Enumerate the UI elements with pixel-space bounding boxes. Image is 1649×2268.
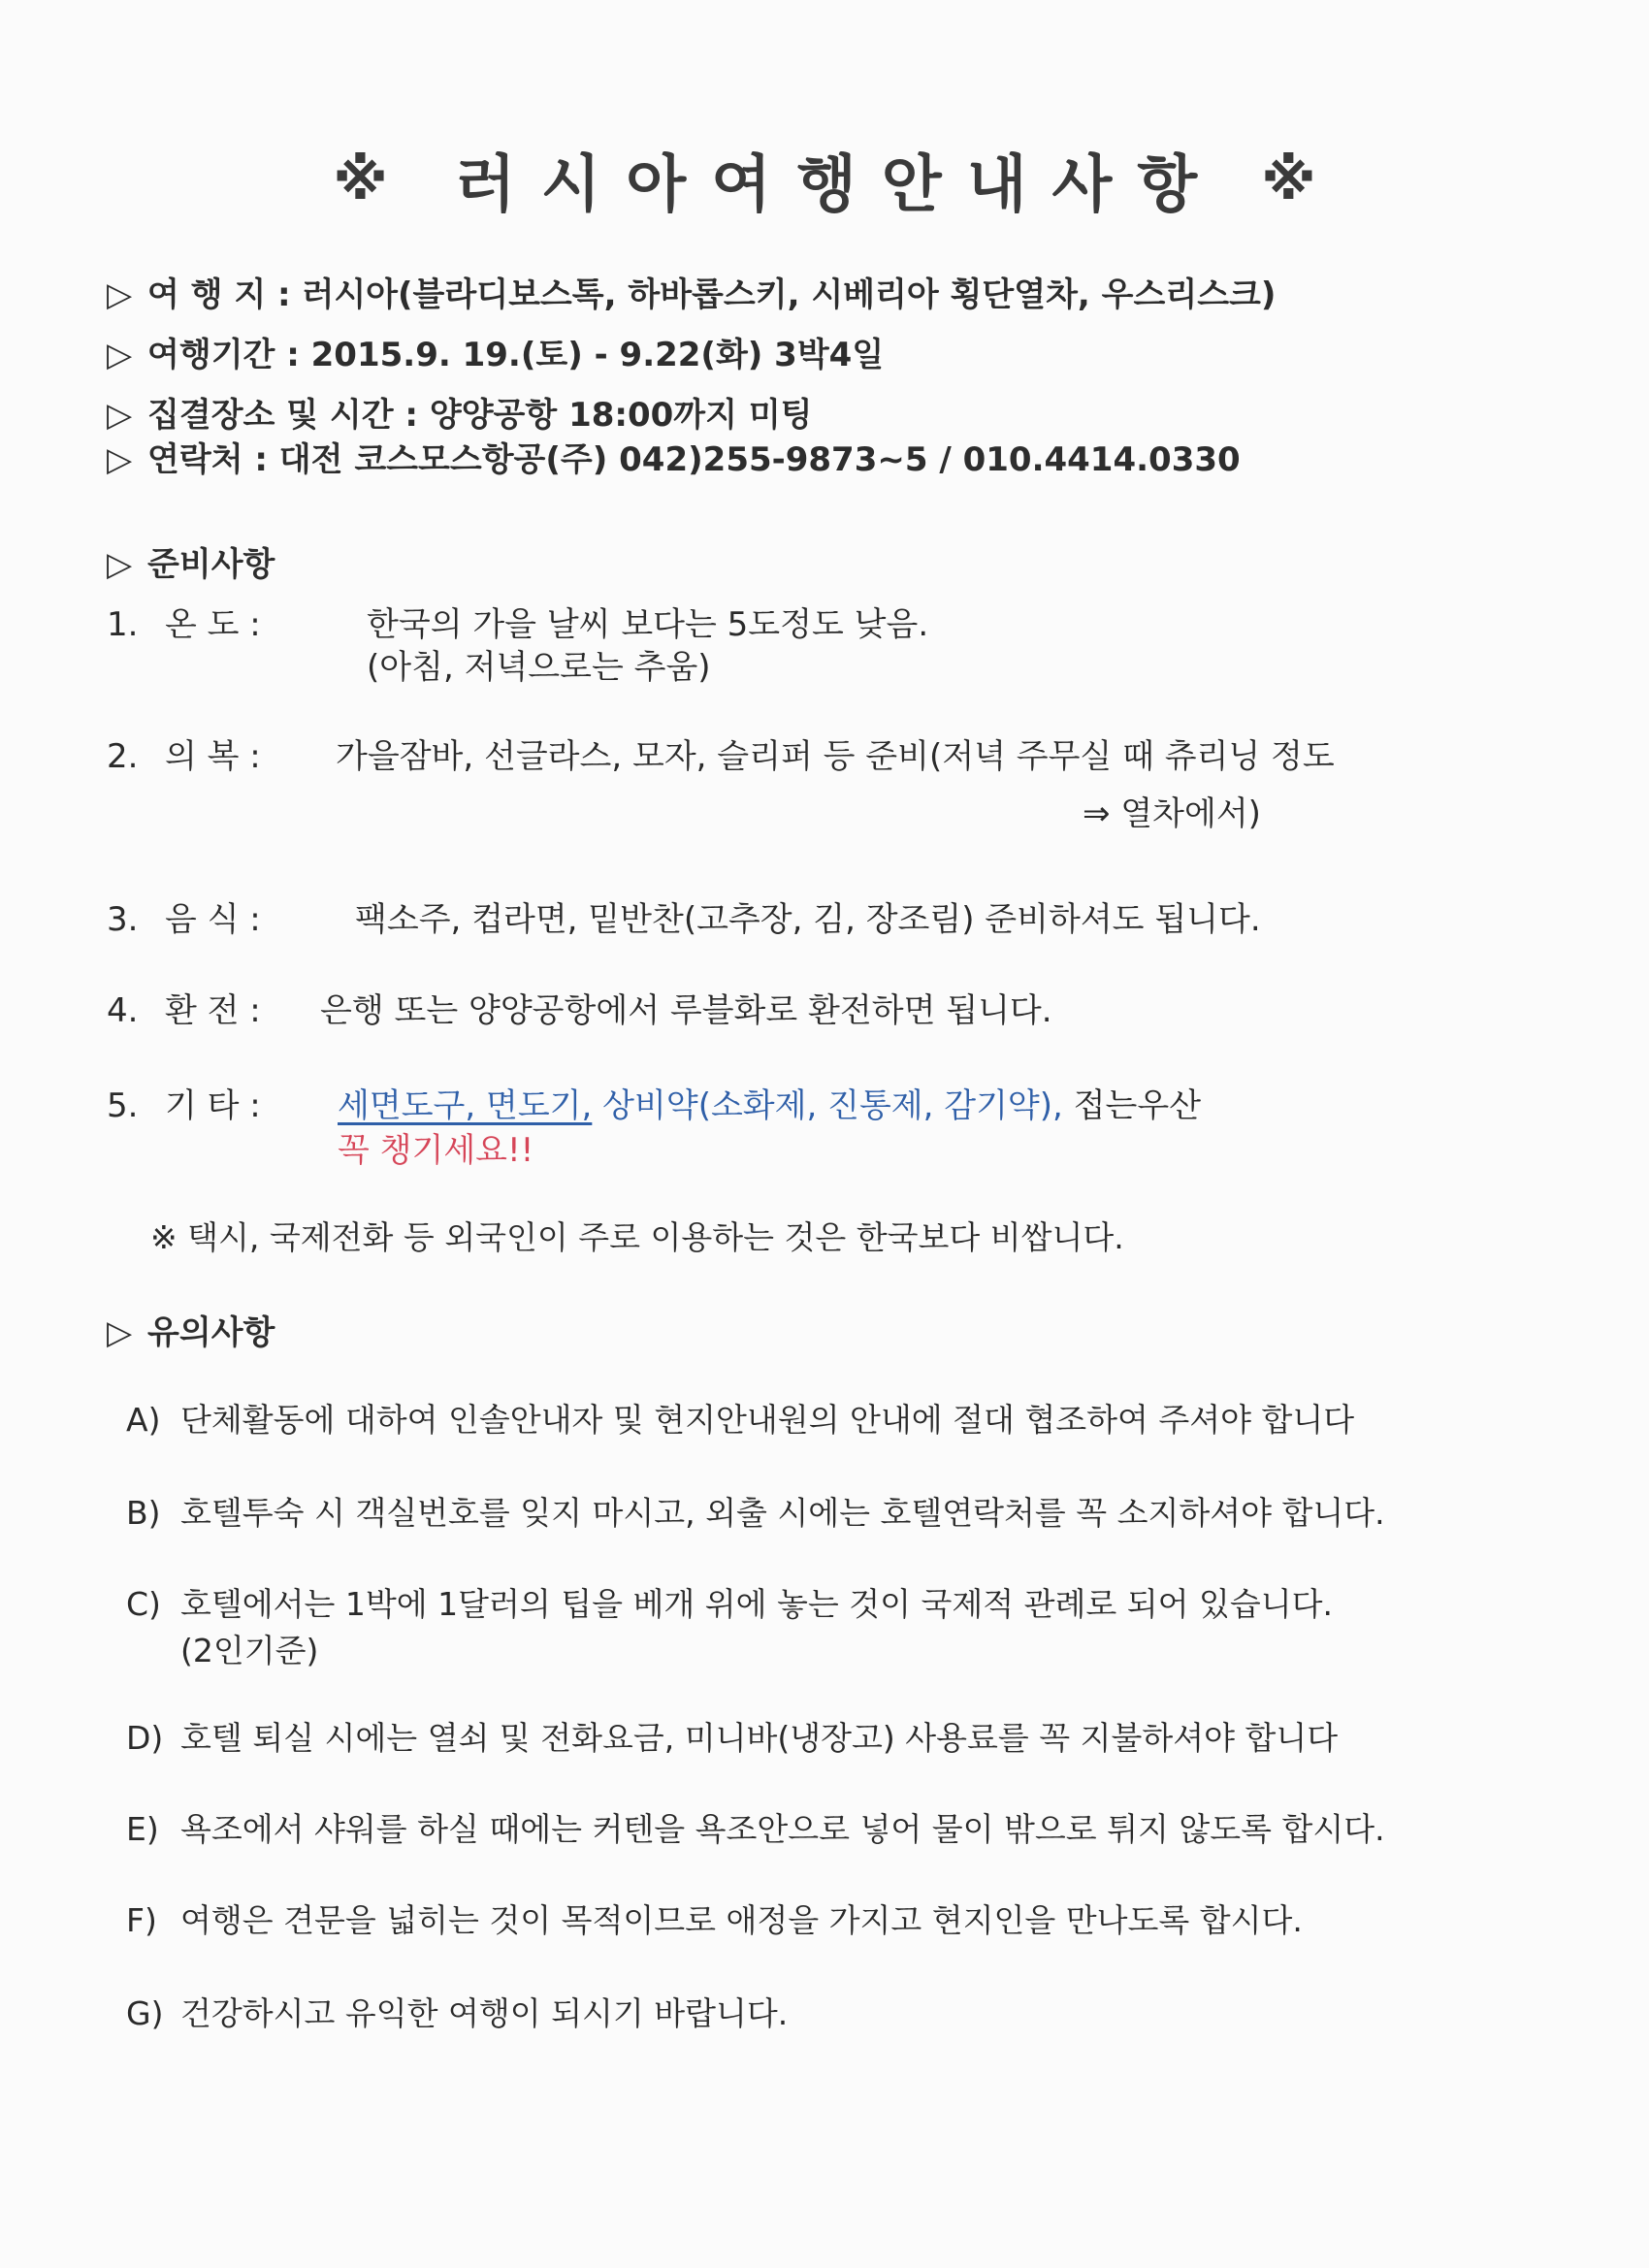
prep-note: ※ 택시, 국제전화 등 외국인이 주로 이용하는 것은 한국보다 비쌉니다.: [150, 1218, 1124, 1256]
caution-text: 건강하시고 유익한 여행이 되시기 바랍니다.: [180, 1994, 789, 2032]
triangle-marker-icon: ▷: [107, 336, 133, 374]
item-label: 환 전 :: [165, 991, 261, 1030]
item-number: 5.: [107, 1086, 139, 1125]
item-label: 의 복 :: [165, 737, 261, 776]
caution-label: G): [126, 1994, 164, 2032]
document-title: [0, 136, 1649, 223]
caution-text: 여행은 견문을 넓히는 것이 목적이므로 애정을 가지고 현지인을 만나도록 합시다.: [180, 1901, 1303, 1939]
caution-label: C): [126, 1585, 161, 1623]
prep-item-2-cont: ⇒ 열차에서): [1083, 794, 1261, 833]
info-contact: [107, 437, 1241, 483]
caution-label: E): [126, 1810, 159, 1848]
triangle-marker-icon: ▷: [107, 440, 133, 479]
prep-item-4: [107, 988, 1052, 1034]
caution-text: 호텔 퇴실 시에는 열쇠 및 전화요금, 미니바(냉장고) 사용료를 꼭 지불하셔야 합니다: [180, 1719, 1339, 1757]
prep-item-3: [107, 896, 1261, 943]
caution-label: B): [126, 1494, 161, 1532]
caution-item-g: [126, 1991, 788, 2037]
item-number: 3.: [107, 900, 139, 939]
prep-heading-text: 준비사항: [147, 545, 275, 584]
meeting-text: 집결장소 및 시간 : 양양공항 18:00까지 미팅: [147, 396, 813, 435]
caution-item-c: [126, 1581, 1333, 1628]
reference-mark-left: ※: [333, 146, 388, 212]
item-text: 은행 또는 양양공항에서 루블화로 환전하면 됩니다.: [320, 991, 1052, 1030]
caution-item-a: [126, 1397, 1354, 1443]
item-number: 2.: [107, 737, 139, 776]
prep-item-1-cont: (아침, 저녁으로는 추움): [367, 648, 711, 687]
period-text: 여행기간 : 2015.9. 19.(토) - 9.22(화) 3박4일: [147, 336, 885, 374]
toiletries-text: 세면도구, 면도기,: [338, 1086, 593, 1125]
umbrella-text: 접는우산: [1073, 1086, 1202, 1125]
item-number: 1.: [107, 605, 139, 644]
item-label: 온 도 :: [165, 605, 261, 644]
caution-item-e: [126, 1806, 1385, 1853]
caution-item-c-cont: (2인기준): [180, 1632, 319, 1669]
caution-label: F): [126, 1901, 157, 1939]
caution-item-f: [126, 1897, 1303, 1944]
prep-item-2: [107, 733, 1335, 780]
caution-text: 호텔투숙 시 객실번호를 잊지 마시고, 외출 시에는 호텔연락처를 꼭 소지하셔야 합니다.: [180, 1494, 1385, 1532]
triangle-marker-icon: ▷: [107, 1313, 133, 1352]
caution-item-b: [126, 1490, 1385, 1537]
item-text: 가을잠바, 선글라스, 모자, 슬리퍼 등 준비(저녁 주무실 때 츄리닝 정도: [336, 737, 1335, 776]
triangle-marker-icon: ▷: [107, 396, 133, 435]
caution-label: A): [126, 1401, 161, 1439]
triangle-marker-icon: ▷: [107, 275, 133, 314]
triangle-marker-icon: ▷: [107, 545, 133, 584]
prep-heading: [107, 541, 275, 588]
item-text: 팩소주, 컵라면, 밑반찬(고추장, 김, 장조림) 준비하셔도 됩니다.: [355, 900, 1261, 939]
prep-item-5: [107, 1083, 1201, 1129]
cautions-heading: [107, 1310, 275, 1356]
caution-text: 욕조에서 샤워를 하실 때에는 커텐을 욕조안으로 넣어 물이 밖으로 튀지 않도록 합시다.: [180, 1810, 1385, 1848]
item-label: 음 식 :: [165, 900, 261, 939]
prep-item-1: [107, 601, 928, 648]
reference-mark-right: ※: [1261, 146, 1316, 212]
item-label: 기 타 :: [165, 1086, 261, 1125]
caution-item-d: [126, 1715, 1338, 1762]
item-number: 4.: [107, 991, 139, 1030]
info-meeting: [107, 392, 813, 438]
prep-item-5-cont: 꼭 챙기세요!!: [338, 1131, 534, 1170]
item-text: 한국의 가을 날씨 보다는 5도정도 낮음.: [367, 605, 929, 644]
info-destination: [107, 272, 1276, 318]
caution-label: D): [126, 1719, 164, 1757]
cautions-heading-text: 유의사항: [147, 1313, 275, 1352]
title-text: 러시아여행안내사항: [455, 149, 1223, 221]
caution-text: 단체활동에 대하여 인솔안내자 및 현지안내원의 안내에 절대 협조하여 주셔야 합니다: [180, 1401, 1355, 1439]
contact-text: 연락처 : 대전 코스모스항공(주) 042)255-9873~5 / 010.4414.0330: [147, 440, 1241, 479]
medicine-text: 상비약(소화제, 진통제, 감기약),: [602, 1086, 1063, 1125]
caution-text: 호텔에서는 1박에 1달러의 팁을 베개 위에 놓는 것이 국제적 관례로 되어 있습니다.: [180, 1585, 1333, 1623]
info-period: [107, 332, 884, 378]
destination-text: 여 행 지 : 러시아(블라디보스톡, 하바롭스키, 시베리아 횡단열차, 우스리스크): [147, 275, 1277, 314]
